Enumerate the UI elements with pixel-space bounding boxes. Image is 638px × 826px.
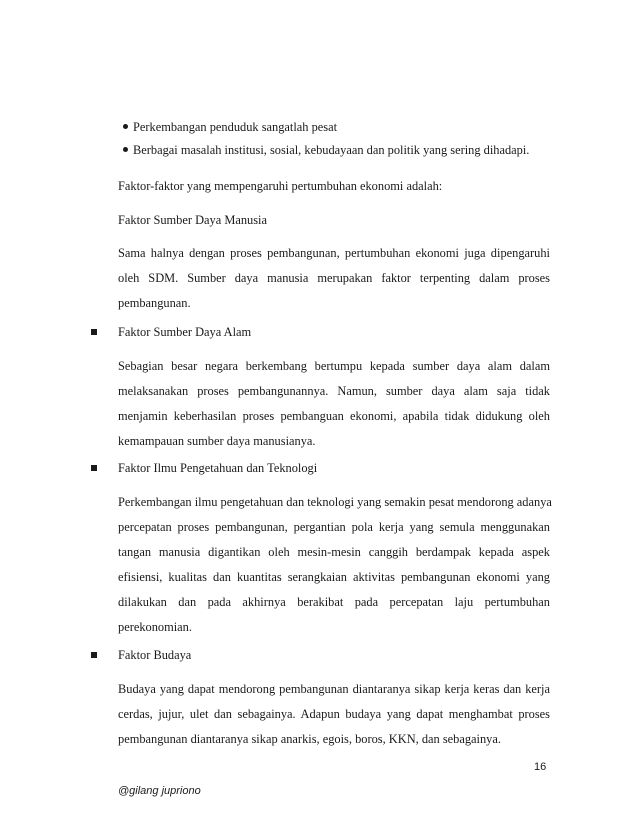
paragraph-line: percepatan proses pembangunan, pergantian pola kerja yang semula menggunakan — [118, 520, 550, 534]
paragraph-line: pembangunan. — [118, 296, 191, 310]
square-bullet-icon — [91, 329, 97, 335]
section-paragraph — [118, 494, 550, 644]
paragraph-line: Budaya yang dapat mendorong pembangunan diantaranya sikap kerja keras dan kerja — [118, 682, 550, 696]
bullet-dot-icon — [123, 147, 128, 152]
square-bullet-icon — [91, 652, 97, 658]
paragraph-line: melaksanakan proses pembangunannya. Namun, sumber daya alam saja tidak — [118, 384, 550, 398]
section-paragraph — [118, 245, 550, 320]
paragraph-line: menjamin keberhasilan proses pembanguan ekonomi, apabila tidak didukung oleh — [118, 409, 550, 423]
paragraph-line: tangan manusia digantikan oleh mesin-mesin canggih berdampak kepada aspek — [118, 545, 550, 559]
paragraph-line: Sebagian besar negara berkembang bertumpu kepada sumber daya alam dalam — [118, 359, 550, 373]
paragraph-line: perekonomian. — [118, 620, 192, 634]
bullet-item — [133, 119, 337, 135]
paragraph-line: pembangunan diantaranya sikap anarkis, egois, boros, KKN, dan sebagainya. — [118, 732, 501, 746]
bullet-text: Berbagai masalah institusi, sosial, kebudayaan dan politik yang sering dihadapi. — [133, 143, 530, 157]
paragraph-line: oleh SDM. Sumber daya manusia merupakan faktor terpenting dalam proses — [118, 271, 550, 285]
bullet-dot-icon — [123, 124, 128, 129]
paragraph-line: efisiensi, kualitas dan kuantitas serangkaian aktivitas pembangunan ekonomi yang — [118, 570, 550, 584]
bullet-item — [133, 142, 529, 158]
section-heading: Faktor Sumber Daya Manusia — [118, 213, 268, 227]
paragraph-line: kemampauan sumber daya manusianya. — [118, 434, 316, 448]
bullet-text: Perkembangan penduduk sangatlah pesat — [133, 120, 338, 134]
square-bullet-icon — [91, 465, 97, 471]
paragraph-line: dilakukan dan pada akhirnya berakibat pada percepatan laju pertumbuhan — [118, 595, 550, 609]
page-number: 16 — [534, 761, 547, 773]
intro-text: Faktor-faktor yang mempengaruhi pertumbuhan ekonomi adalah: — [118, 179, 443, 193]
paragraph-line: Perkembangan ilmu pengetahuan dan teknologi yang semakin pesat mendorong adanya — [118, 495, 552, 509]
paragraph-line: Sama halnya dengan proses pembangunan, pertumbuhan ekonomi juga dipengaruhi — [118, 246, 550, 260]
section-heading: Faktor Budaya — [118, 648, 192, 662]
section-paragraph — [118, 358, 550, 458]
section-heading: Faktor Ilmu Pengetahuan dan Teknologi — [118, 461, 318, 475]
section-heading: Faktor Sumber Daya Alam — [118, 325, 252, 339]
section-paragraph — [118, 681, 550, 756]
paragraph-line: cerdas, jujur, ulet dan sebagainya. Adapun budaya yang dapat menghambat proses — [118, 707, 550, 721]
footer-author: @gilang jupriono — [118, 785, 201, 797]
